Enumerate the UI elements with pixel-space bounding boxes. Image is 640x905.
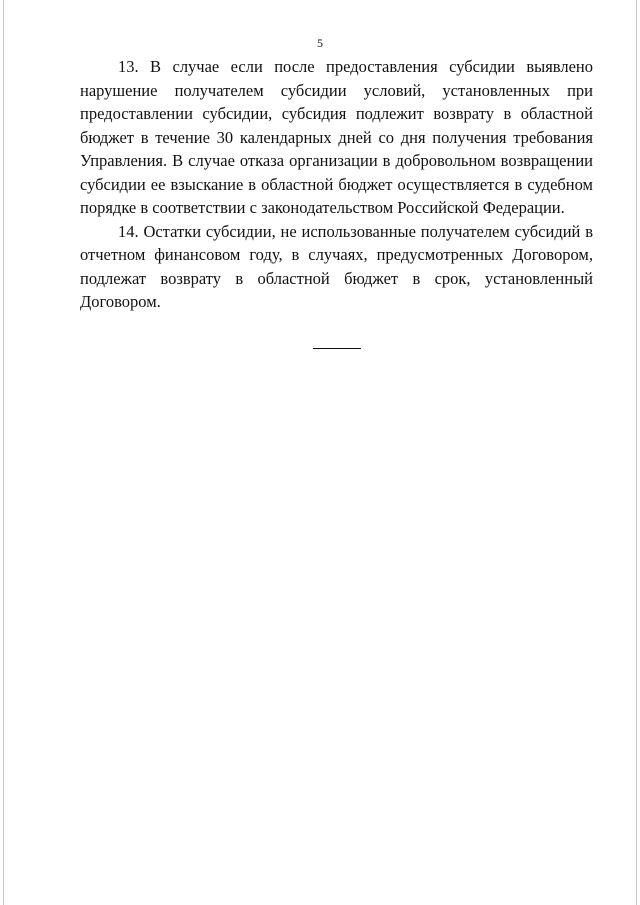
- paragraph-13: 13. В случае если после предоставления субсидии выявлено нарушение получателем субсидии условий, установленных при предоставлении субсидии, субсидия подлежит возврату в областной бюджет в течение 30 календарных дней со дня получения требования Управления. В случае отказа организации в добровольном возвращении субсидии ее взыскание в областной бюджет осуществляется в судебном порядке в соответствии с законодательством Российской Федерации.: [80, 57, 593, 217]
- end-separator-line: [313, 348, 361, 349]
- page-number: 5: [317, 36, 323, 50]
- scan-edge-left: [3, 0, 4, 905]
- paragraph-14: 14. Остатки субсидии, не использованные получателем субсидий в отчетном финансовом году, в случаях, предусмотренных Договором, подлежат возврату в областной бюджет в срок, установленный Договором.: [80, 221, 593, 311]
- scan-edge-right: [636, 0, 637, 905]
- document-body: [80, 55, 593, 314]
